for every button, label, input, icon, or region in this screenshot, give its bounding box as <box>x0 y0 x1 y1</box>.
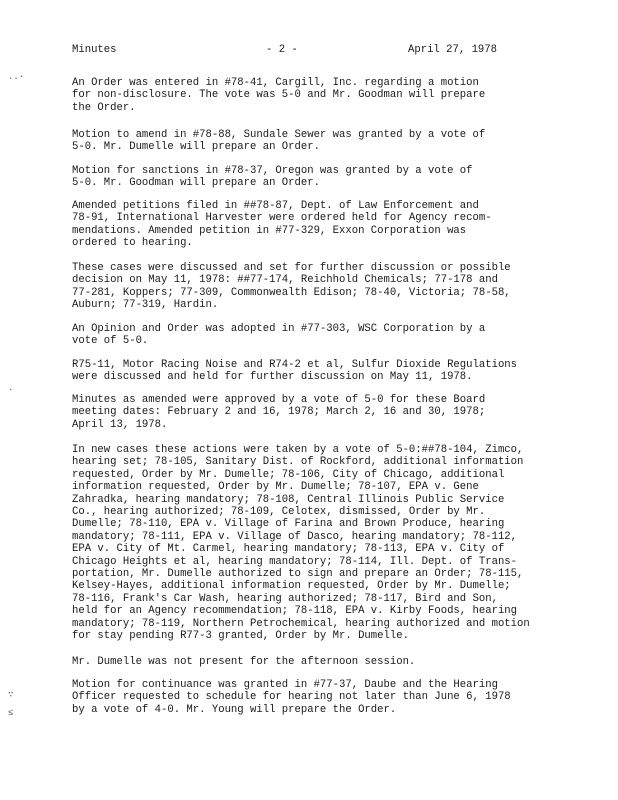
header-title: Minutes <box>72 44 117 56</box>
paragraph-amended-petitions: Amended petitions filed in ##78-87, Dept. of Law Enforcement and 78-91, International Harvester were ordered held for Agency recom- mendations. Amended petition in #77-329, Exxon Corporation was ordered to hearing. <box>72 200 492 250</box>
paragraph-cargill: An Order was entered in #78-41, Cargill, Inc. regarding a motion for non-disclosure. The vote was 5-0 and Mr. Goodman will prepare the Order. <box>72 77 486 114</box>
paragraph-sundale-sewer: Motion to amend in #78-88, Sundale Sewer was granted by a vote of 5-0. Mr. Dumelle will prepare an Order. <box>72 129 486 154</box>
paragraph-minutes-approved: Minutes as amended were approved by a vote of 5-0 for these Board meeting dates: February 2 and 16, 1978; March 2, 16 and 30, 1978; April 13, 1978. <box>72 394 486 431</box>
scan-speck: ∵ <box>8 690 14 700</box>
paragraph-new-cases: In new cases these actions were taken by a vote of 5-0:##78-104, Zimco, hearing set; 78-105, Sanitary Dist. of Rockford, additional information requested, Order by Mr. Dumelle; 78-106, City of Chicago, additional information requested, Order by Mr. Dumelle; 78-107, EPA v. Gene Zahradka, hearing mandatory; 78-108, Central Illinois Public Service Co., hearing authorized; 78-109, Celotex, dismissed, Order by Mr. Dumelle; 78-110, EPA v. Village of Farina and Brown Produce, hearing mandatory; 78-111, EPA v. Village of Dasco, hearing mandatory; 78-112, EPA v. City of Mt. Carmel, hearing mandatory; 78-113, EPA v. City of Chicago Heights et al, hearing mandatory; 78-114, Ill. Dept. of Trans- portation, Mr. Dumelle authorized to sign and prepare an Order; 78-115, Kelsey-Hayes, additional information requested, Order by Mr. Dumelle; 78-116, Frank's Car Wash, hearing authorized; 78-117, Bird and Son, held for an Agency recommendation; 78-118, EPA v. Kirby Foods, hearing mandatory; 78-119, Northern Petrochemical, hearing authorized and motion for stay pending R77-3 granted, Order by Mr. Dumelle. <box>72 444 530 643</box>
paragraph-dumelle-absent: Mr. Dumelle was not present for the afternoon session. <box>72 656 416 668</box>
page-header <box>72 44 498 58</box>
scan-speck: · <box>8 385 14 395</box>
paragraph-regulations: R75-11, Motor Racing Noise and R74-2 et al, Sulfur Dioxide Regulations were discussed and held for further discussion on May 11, 1978. <box>72 359 518 384</box>
paragraph-daube-continuance: Motion for continuance was granted in #77-37, Daube and the Hearing Officer requested to schedule for hearing not later than June 6, 1978 by a vote of 4-0. Mr. Young will prepare the Order. <box>72 679 511 716</box>
scan-speck: ≤ <box>8 708 14 718</box>
header-date: April 27, 1978 <box>408 44 498 56</box>
page-number: - 2 - <box>266 44 298 56</box>
paragraph-cases-discussed: These cases were discussed and set for further discussion or possible decision on May 11, 1978: ##77-174, Reichhold Chemicals; 77-178 and 77-281, Koppers; 77-309, Commonwealth Edison; 78-40, Victoria; 78-58, Auburn; 77-319, Hardin. <box>72 262 511 312</box>
paragraph-wsc-opinion: An Opinion and Order was adopted in #77-303, WSC Corporation by a vote of 5-0. <box>72 323 486 348</box>
paragraph-oregon: Motion for sanctions in #78-37, Oregon was granted by a vote of 5-0. Mr. Goodman will prepare an Order. <box>72 165 473 190</box>
scan-speck: ..· <box>8 72 25 82</box>
